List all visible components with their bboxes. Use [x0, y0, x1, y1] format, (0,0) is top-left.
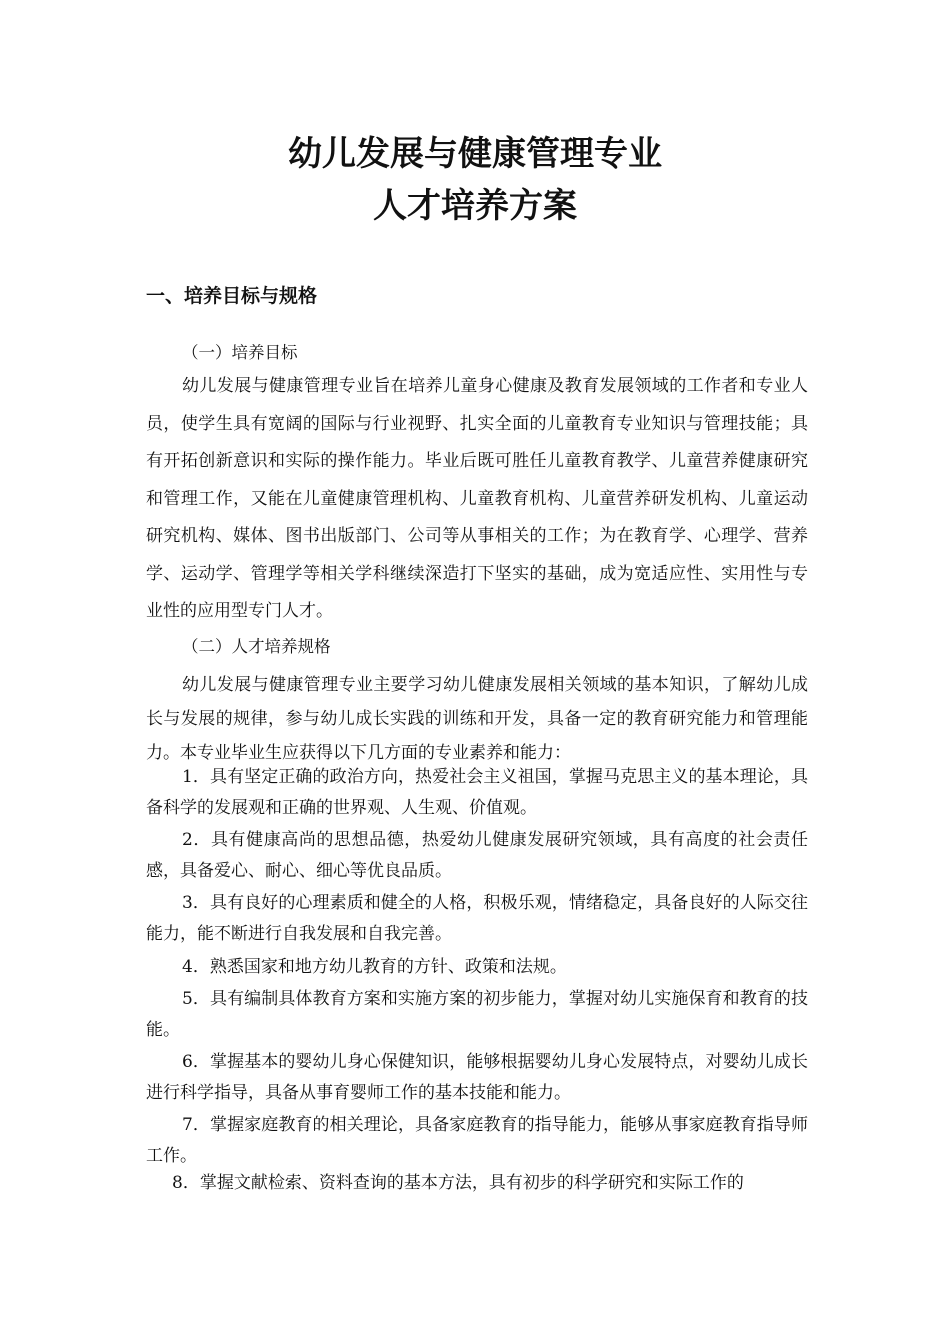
list-item: 7．掌握家庭教育的相关理论，具备家庭教育的指导能力，能够从事家庭教育指导师工作。 [146, 1115, 808, 1166]
document-title-line1: 幼儿发展与健康管理专业 [288, 134, 662, 174]
document-title-line2: 人才培养方案 [373, 186, 577, 226]
subsection-heading-goal: （一）培养目标 [182, 343, 298, 362]
list-item: 3．具有良好的心理素质和健全的人格，积极乐观，情绪稳定，具备良好的人际交往能力，能不断进行自我发展和自我完善。 [146, 893, 808, 944]
list-item: 5．具有编制具体教育方案和实施方案的初步能力，掌握对幼儿实施保育和教育的技能。 [146, 989, 808, 1040]
paragraph-spec: 幼儿发展与健康管理专业主要学习幼儿健康发展相关领域的基本知识，了解幼儿成长与发展的规律，参与幼儿成长实践的训练和开发，具备一定的教育研究能力和管理能力。本专业毕业生应获得以下几方面的专业素养和能力： [146, 675, 808, 763]
list-item: 2．具有健康高尚的思想品德，热爱幼儿健康发展研究领域，具有高度的社会责任感，具备爱心、耐心、细心等优良品质。 [146, 830, 808, 881]
list-item: 1．具有坚定正确的政治方向，热爱社会主义祖国，掌握马克思主义的基本理论，具备科学的发展观和正确的世界观、人生观、价值观。 [146, 767, 808, 818]
section-heading-goals: 一、培养目标与规格 [146, 285, 318, 307]
paragraph-goal: 幼儿发展与健康管理专业旨在培养儿童身心健康及教育发展领域的工作者和专业人员，使学生具有宽阔的国际与行业视野、扎实全面的儿童教育专业知识与管理技能；具有开拓创新意识和实际的操作能力。毕业后既可胜任儿童教育教学、儿童营养健康研究和管理工作，又能在儿童健康管理机构、儿童教育机构、儿童营养研发机构、儿童运动研究机构、媒体、图书出版部门、公司等从事相关的工作；为在教育学、心理学、营养学、运动学、管理学等相关学科继续深造打下坚实的基础，成为宽适应性、实用性与专业性的应用型专门人才。 [146, 376, 808, 621]
subsection-heading-spec: （二）人才培养规格 [182, 637, 331, 656]
list-item: 6．掌握基本的婴幼儿身心保健知识，能够根据婴幼儿身心发展特点，对婴幼儿成长进行科学指导，具备从事育婴师工作的基本技能和能力。 [146, 1052, 808, 1103]
list-item: 4．熟悉国家和地方幼儿教育的方针、政策和法规。 [182, 957, 567, 977]
list-item: 8．掌握文献检索、资料查询的基本方法，具有初步的科学研究和实际工作的 [172, 1173, 744, 1193]
